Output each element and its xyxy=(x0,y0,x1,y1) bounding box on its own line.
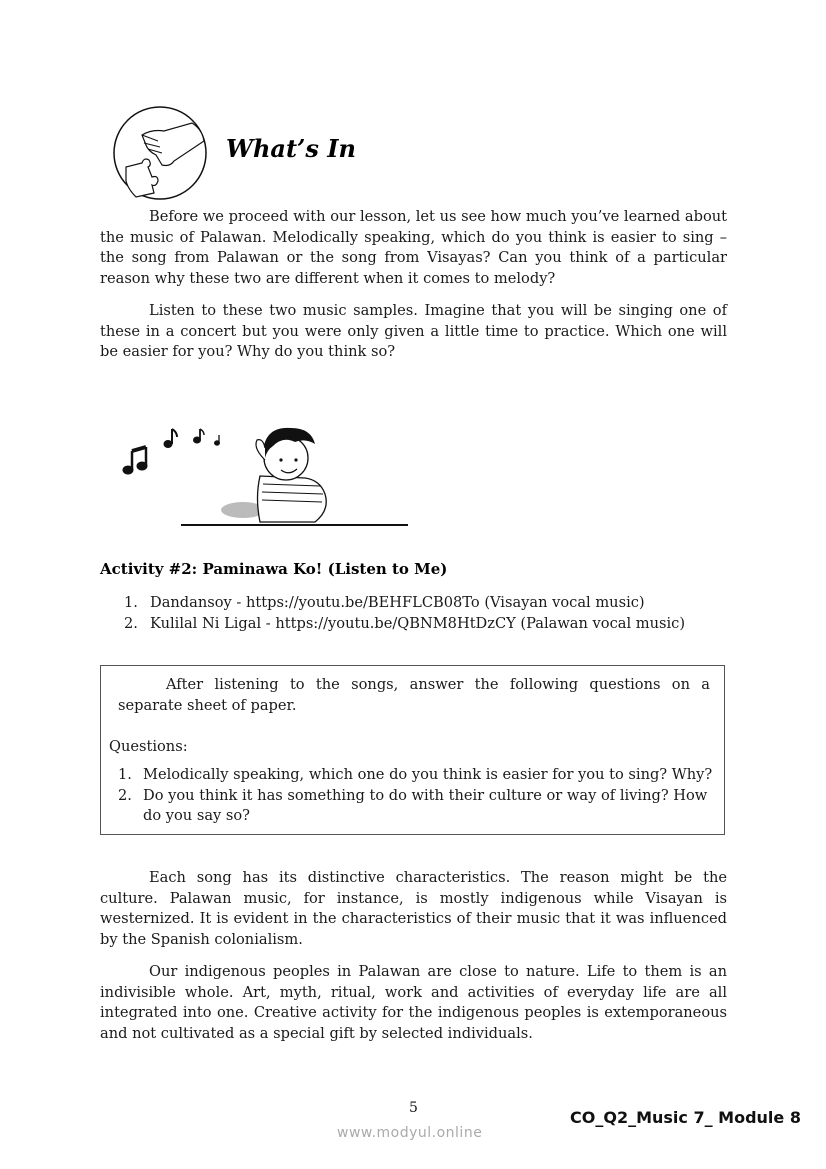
page-number: 5 xyxy=(409,1100,418,1116)
music-link-dandansoy[interactable]: Dandansoy - https://youtu.be/BEHFLCB08To (Visayan vocal music) xyxy=(150,594,645,611)
watermark: www.modyul.online xyxy=(337,1125,483,1141)
list-item xyxy=(118,765,718,786)
music-notes-icon xyxy=(123,429,220,474)
list-item xyxy=(124,613,685,634)
questions-label: Questions: xyxy=(109,738,188,755)
intro-paragraph-1-text: Before we proceed with our lesson, let us see how much you’ve learned about the music of Palawan. Melodically speaking, which do you think is easier to sing – the song from Palawan or the song from Visayas? Can you think of a particular reason why these two are different when it comes to melody? xyxy=(100,208,727,288)
list-number: 1. xyxy=(124,594,138,611)
body-paragraph-1-text: Each song has its distinctive characteristics. The reason might be the culture. Palawan music, for instance, is mostly indigenous while Visayan is westernized. It is evident in the characteristics of their music that it was influenced by the Spanish colonialism. xyxy=(100,869,727,949)
question-number: 1. xyxy=(118,766,132,783)
boy-figure-icon xyxy=(221,428,326,522)
list-item xyxy=(124,592,685,613)
questions-intro-text: After listening to the songs, answer the following questions on a separate sheet of paper. xyxy=(118,676,710,714)
body-paragraph-2-text: Our indigenous peoples in Palawan are close to nature. Life to them is an indivisible whole. Art, myth, ritual, work and activities of everyday life are all integrated into one. Creative activity for the indigenous peoples is extemporaneous and not cultivated as a special gift by selected individuals. xyxy=(100,963,727,1043)
music-link-kulilal-ni-ligal[interactable]: Kulilal Ni Ligal - https://youtu.be/QBNM8HtDzCY (Palawan vocal music) xyxy=(150,615,686,632)
boy-listening-illustration xyxy=(115,418,415,530)
questions-list xyxy=(118,765,718,827)
activity-title: Activity #2: Paminawa Ko! (Listen to Me) xyxy=(100,560,448,578)
question-text: Melodically speaking, which one do you think is easier for you to sing? Why? xyxy=(143,766,713,783)
list-number: 2. xyxy=(124,615,138,632)
intro-paragraph-1 xyxy=(100,207,727,290)
music-links-list xyxy=(124,592,685,634)
question-text: Do you think it has something to do with their culture or way of living? How do you say so? xyxy=(143,786,708,825)
question-number: 2. xyxy=(118,786,132,804)
intro-paragraph-2 xyxy=(100,301,727,363)
questions-box xyxy=(100,665,725,835)
intro-paragraph-2-text: Listen to these two music samples. Imagine that you will be singing one of these in a concert but you were only given a little time to practice. Which one will be easier for you? Why do you think so? xyxy=(100,302,727,361)
module-label: CO_Q2_Music 7_ Module 8 xyxy=(570,1108,801,1127)
list-item xyxy=(118,786,718,827)
section-title: What’s In xyxy=(226,134,356,163)
body-paragraph-1 xyxy=(100,868,727,951)
hand-puzzle-piece-icon xyxy=(112,105,208,201)
questions-intro xyxy=(118,675,710,716)
body-paragraph-2 xyxy=(100,962,727,1045)
